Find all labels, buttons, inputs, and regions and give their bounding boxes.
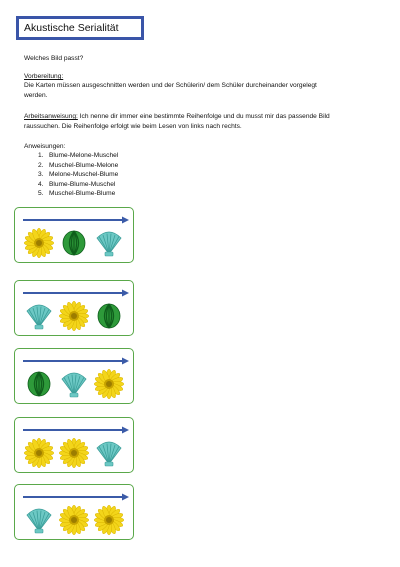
arrow-right-icon — [23, 289, 129, 297]
card-items — [24, 369, 124, 399]
anweisungen-list — [38, 151, 118, 199]
anweisungen-heading: Anweisungen: — [24, 143, 66, 150]
flower-icon — [94, 505, 124, 535]
flower-icon — [59, 505, 89, 535]
flower-icon — [94, 369, 124, 399]
list-item — [38, 189, 118, 199]
title-box — [16, 16, 144, 40]
list-item — [38, 151, 118, 161]
list-text: Blume-Melone-Muschel — [49, 152, 119, 159]
flower-icon — [59, 301, 89, 331]
picture-card-4[interactable] — [14, 417, 134, 473]
picture-card-1[interactable] — [14, 207, 134, 263]
arrow-right-icon — [23, 493, 129, 501]
shell-icon — [94, 438, 124, 468]
question-text: Welches Bild passt? — [24, 55, 84, 62]
vorbereitung-line-1: Die Karten müssen ausgeschnitten werden und der Schülerin/ dem Schüler durcheinander vorgelegt — [24, 82, 317, 89]
list-number: 4. — [38, 180, 44, 188]
shell-icon — [24, 505, 54, 535]
arrow-right-icon — [23, 216, 129, 224]
shell-icon — [59, 369, 89, 399]
card-items — [24, 438, 124, 468]
picture-card-5[interactable] — [14, 484, 134, 540]
card-items — [24, 228, 124, 258]
shell-icon — [94, 228, 124, 258]
arbeitsanweisung-text-1: Ich nenne dir immer eine bestimmte Reihenfolge und du musst mir das passende Bild — [77, 113, 330, 120]
card-items — [24, 301, 124, 331]
vorbereitung-line-2: werden. — [24, 92, 48, 99]
card-items — [24, 505, 124, 535]
picture-card-3[interactable] — [14, 348, 134, 404]
melon-icon — [94, 301, 124, 331]
vorbereitung-heading: Vorbereitung: — [24, 73, 64, 80]
flower-icon — [24, 438, 54, 468]
arbeitsanweisung-line-2: raussuchen. Die Reihenfolge erfolgt wie beim Lesen von links nach rechts. — [24, 123, 242, 130]
flower-icon — [59, 438, 89, 468]
arrow-right-icon — [23, 357, 129, 365]
flower-icon — [24, 228, 54, 258]
list-item — [38, 161, 118, 171]
arbeitsanweisung-line-1 — [24, 112, 330, 122]
list-item — [38, 170, 118, 180]
list-text: Melone-Muschel-Blume — [49, 171, 119, 179]
arbeitsanweisung-heading: Arbeitsanweisung: — [24, 113, 78, 120]
picture-card-2[interactable] — [14, 280, 134, 336]
melon-icon — [59, 228, 89, 258]
list-text: Blume-Blume-Muschel — [49, 180, 116, 188]
arrow-right-icon — [23, 426, 129, 434]
shell-icon — [24, 301, 54, 331]
list-number: 1. — [38, 152, 44, 159]
list-text: Muschel-Blume-Blume — [49, 190, 116, 198]
page-title: Akustische Serialität — [24, 22, 119, 34]
list-number: 3. — [38, 171, 44, 179]
list-number: 2. — [38, 161, 44, 169]
melon-icon — [24, 369, 54, 399]
list-number: 5. — [38, 190, 44, 198]
list-item — [38, 180, 118, 190]
list-text: Muschel-Blume-Melone — [49, 161, 119, 169]
